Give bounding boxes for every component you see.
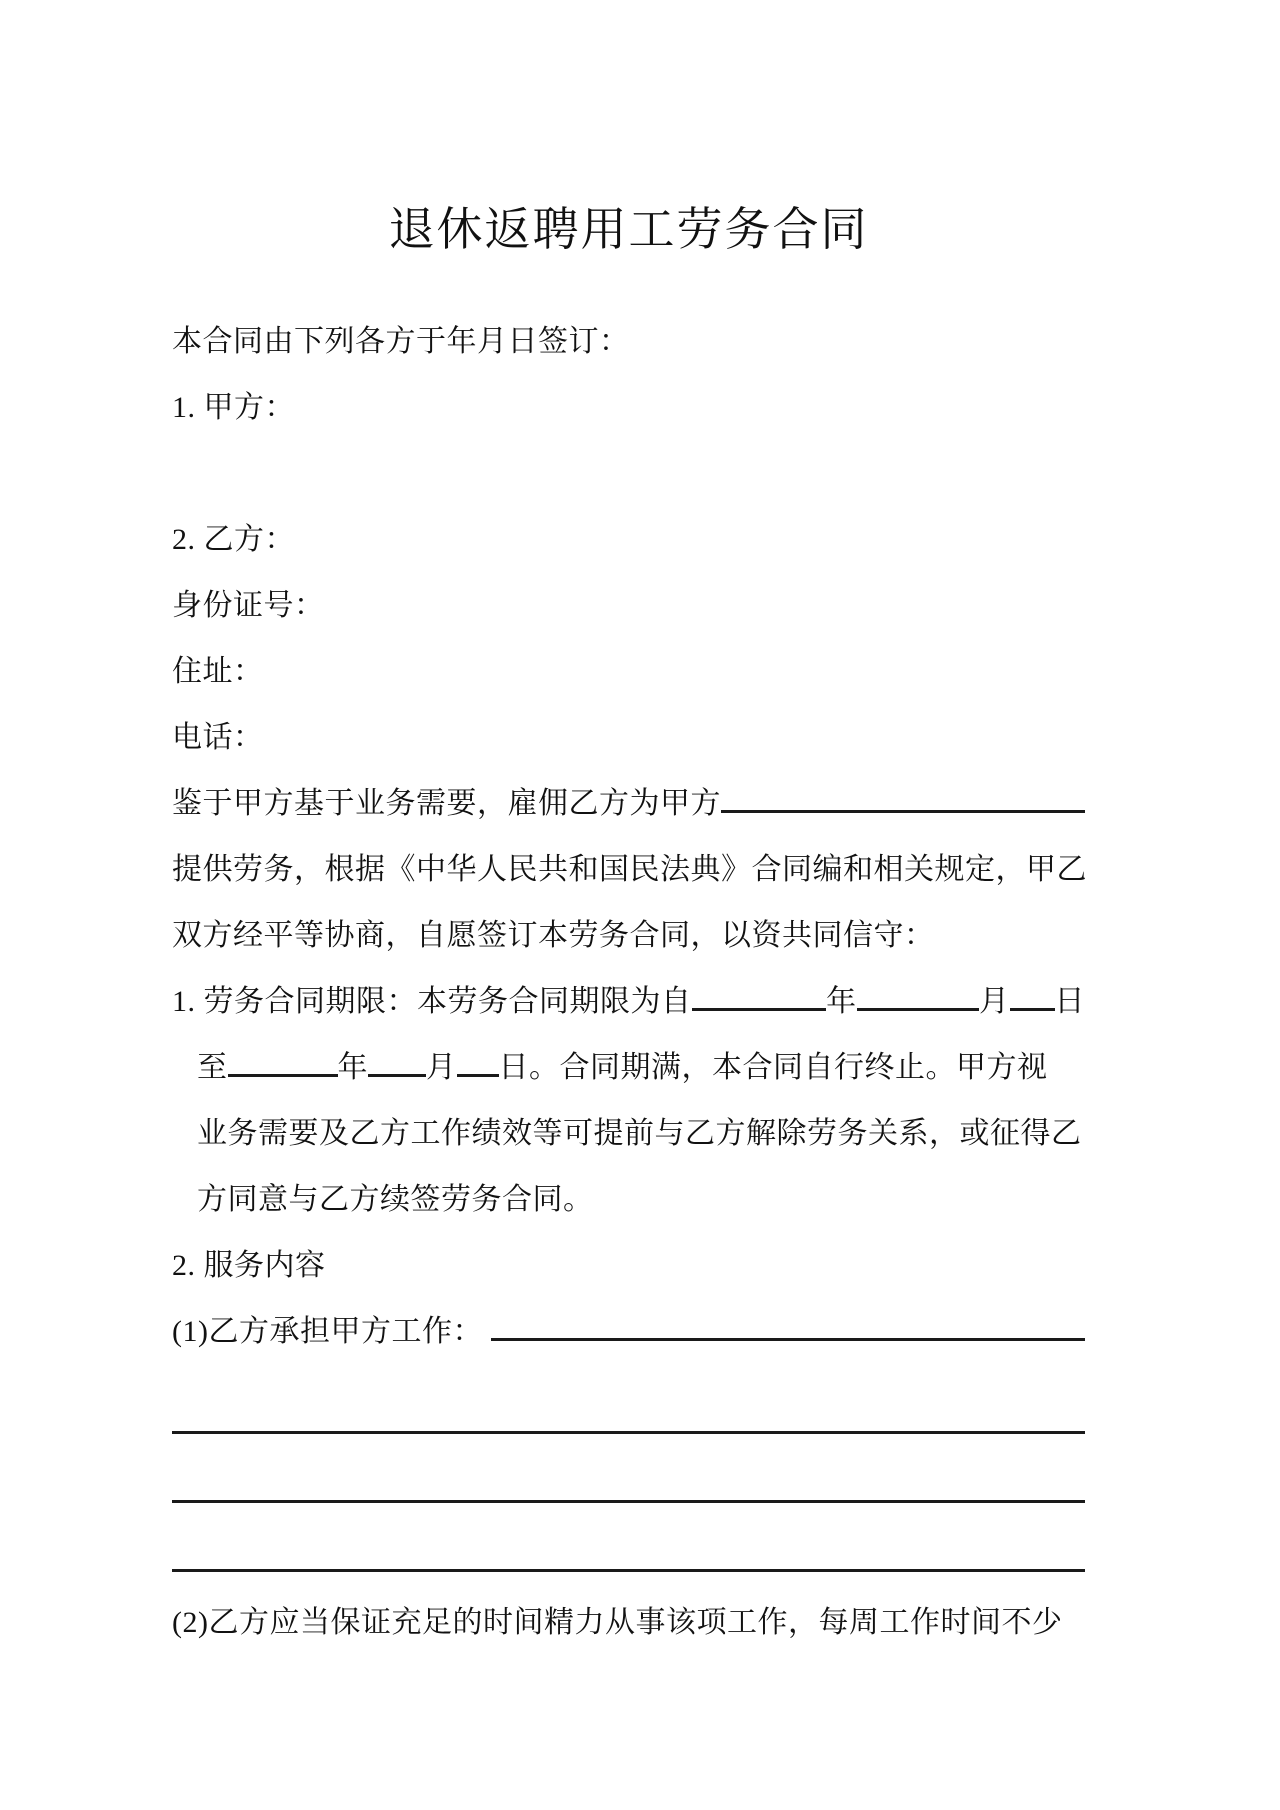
end-month-blank	[368, 1073, 426, 1077]
term-line-4-text: 方同意与乙方续签劳务合同。	[197, 1183, 594, 1216]
phone-line	[172, 705, 1085, 771]
spacer-row	[172, 441, 1085, 507]
fill-line-1	[172, 1365, 1085, 1434]
whereas-text: 鉴于甲方基于业务需要，雇佣乙方为甲方	[172, 787, 721, 820]
year-char: 年	[826, 985, 857, 1018]
term-line-2-start: 至	[197, 1051, 228, 1084]
party-a-line	[172, 375, 1085, 441]
agree-text: 双方经平等协商，自愿签订本劳务合同，以资共同信守：	[172, 919, 935, 952]
service-heading: 2. 服务内容	[172, 1249, 326, 1282]
doc-title: 退休返聘用工劳务合同	[388, 204, 869, 255]
intro-line	[172, 309, 1085, 375]
term-line-4	[172, 1167, 1085, 1233]
term-line-2-end: 。合同期满，本合同自行终止。甲方视	[529, 1051, 1048, 1084]
day-char: 日	[498, 1051, 529, 1084]
year-char: 年	[337, 1051, 368, 1084]
id-number-line	[172, 573, 1085, 639]
basis-text: 提供劳务，根据《中华人民共和国民法典》合同编和相关规定，甲乙	[172, 853, 1087, 886]
month-char: 月	[426, 1051, 457, 1084]
service-item-1-line	[172, 1299, 1085, 1365]
fill-line-2	[172, 1434, 1085, 1503]
term-line-1-text: 1. 劳务合同期限：本劳务合同期限为自	[172, 985, 692, 1018]
whereas-line	[172, 771, 1085, 837]
term-line-2	[172, 1035, 1085, 1101]
start-month-blank	[857, 1007, 979, 1011]
party-b-label: 2. 乙方：	[172, 523, 295, 556]
service-item-1-text: (1)乙方承担甲方工作：	[172, 1315, 483, 1348]
party-b-line	[172, 507, 1085, 573]
term-line-3-text: 业务需要及乙方工作绩效等可提前与乙方解除劳务关系，或征得乙	[197, 1117, 1082, 1150]
id-number-label: 身份证号：	[172, 589, 325, 622]
end-day-blank	[457, 1073, 499, 1077]
service-item-2-line	[172, 1590, 1085, 1656]
day-char: 日	[1054, 985, 1085, 1018]
start-day-blank	[1010, 1007, 1055, 1011]
address-label: 住址：	[172, 655, 264, 688]
end-year-blank	[228, 1073, 338, 1077]
basis-line	[172, 837, 1085, 903]
party-a-label: 1. 甲方：	[172, 391, 295, 424]
fill-line-3	[172, 1503, 1085, 1572]
service-heading-line	[172, 1233, 1085, 1299]
service-item-2-text: (2)乙方应当保证充足的时间精力从事该项工作，每周工作时间不少	[172, 1606, 1063, 1639]
agree-line	[172, 903, 1085, 969]
address-line	[172, 639, 1085, 705]
doc-body	[172, 309, 1085, 1656]
start-year-blank	[692, 1007, 827, 1011]
employment-role-blank	[721, 809, 1085, 813]
month-char: 月	[979, 985, 1010, 1018]
intro-text: 本合同由下列各方于年月日签订：	[172, 325, 630, 358]
term-line-1	[172, 969, 1085, 1035]
phone-label: 电话：	[172, 721, 264, 754]
term-line-3	[172, 1101, 1085, 1167]
work-description-blank	[491, 1337, 1085, 1341]
